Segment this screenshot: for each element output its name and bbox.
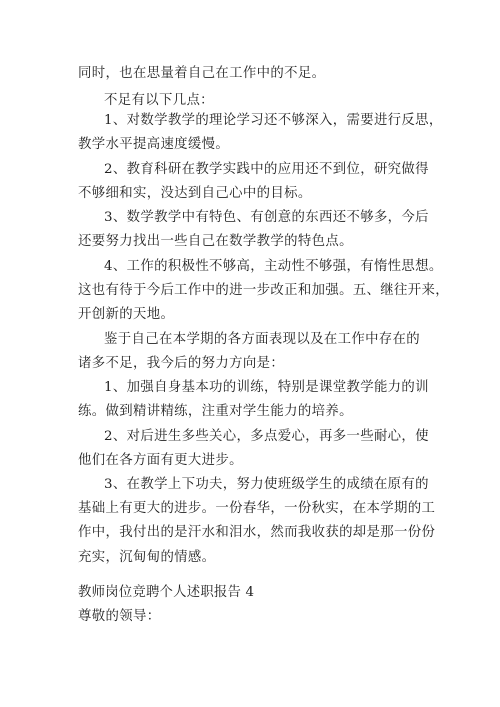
plan-item-3-line: 作中，我付出的是汗水和泪水，然而我收获的却是那一份份 [78,525,436,540]
section-heading: 教师岗位竞聘个人述职报告 4 [78,585,255,600]
list-item-4-line: 开创新的天地。 [78,307,175,322]
list-item-2-line: 2、教育科研在教学实践中的应用还不到位，研究做得 [104,162,429,177]
paragraph-line: 同时，也在思量着自己在工作中的不足。 [78,66,326,81]
salutation: 尊敬的领导： [78,609,161,624]
list-item-3-line: 3、数学教学中有特色、有创意的东西还不够多，今后 [104,210,429,225]
paragraph-line: 不足有以下几点： [104,93,214,108]
plan-item-3-line: 充实，沉甸甸的情感。 [78,550,216,565]
list-item-4-line: 4、工作的积极性不够高，主动性不够强，有惰性思想。 [104,259,443,274]
plan-item-1-line: 练。做到精讲精练，注重对学生能力的培养。 [78,404,353,419]
plan-item-3-line: 3、在教学上下功夫，努力使班级学生的成绩在原有的 [104,477,429,492]
list-item-2-line: 不够细和实，没达到自己心中的目标。 [78,186,312,201]
plan-item-2-line: 2、对后进生多些关心，多点爱心，再多一些耐心，使 [104,429,429,444]
list-item-1-line: 1、对数学教学的理论学习还不够深入，需要进行反思， [104,113,443,128]
plan-item-3-line: 基础上有更大的进步。一份春华，一份秋实，在本学期的工 [78,501,436,516]
plan-item-1-line: 1、加强自身基本功的训练，特别是课堂教学能力的训 [104,380,429,395]
paragraph-line: 鉴于自己在本学期的各方面表现以及在工作中存在的 [104,332,421,347]
list-item-1-line: 教学水平提高速度缓慢。 [78,137,230,152]
paragraph-line: 诸多不足，我今后的努力方向是： [78,356,285,371]
plan-item-2-line: 他们在各方面有更大进步。 [78,453,243,468]
list-item-3-line: 还要努力找出一些自己在数学教学的特色点。 [78,234,353,249]
list-item-4-line: 这也有待于今后工作中的进一步改正和加强。五、继往开来， [78,283,449,298]
